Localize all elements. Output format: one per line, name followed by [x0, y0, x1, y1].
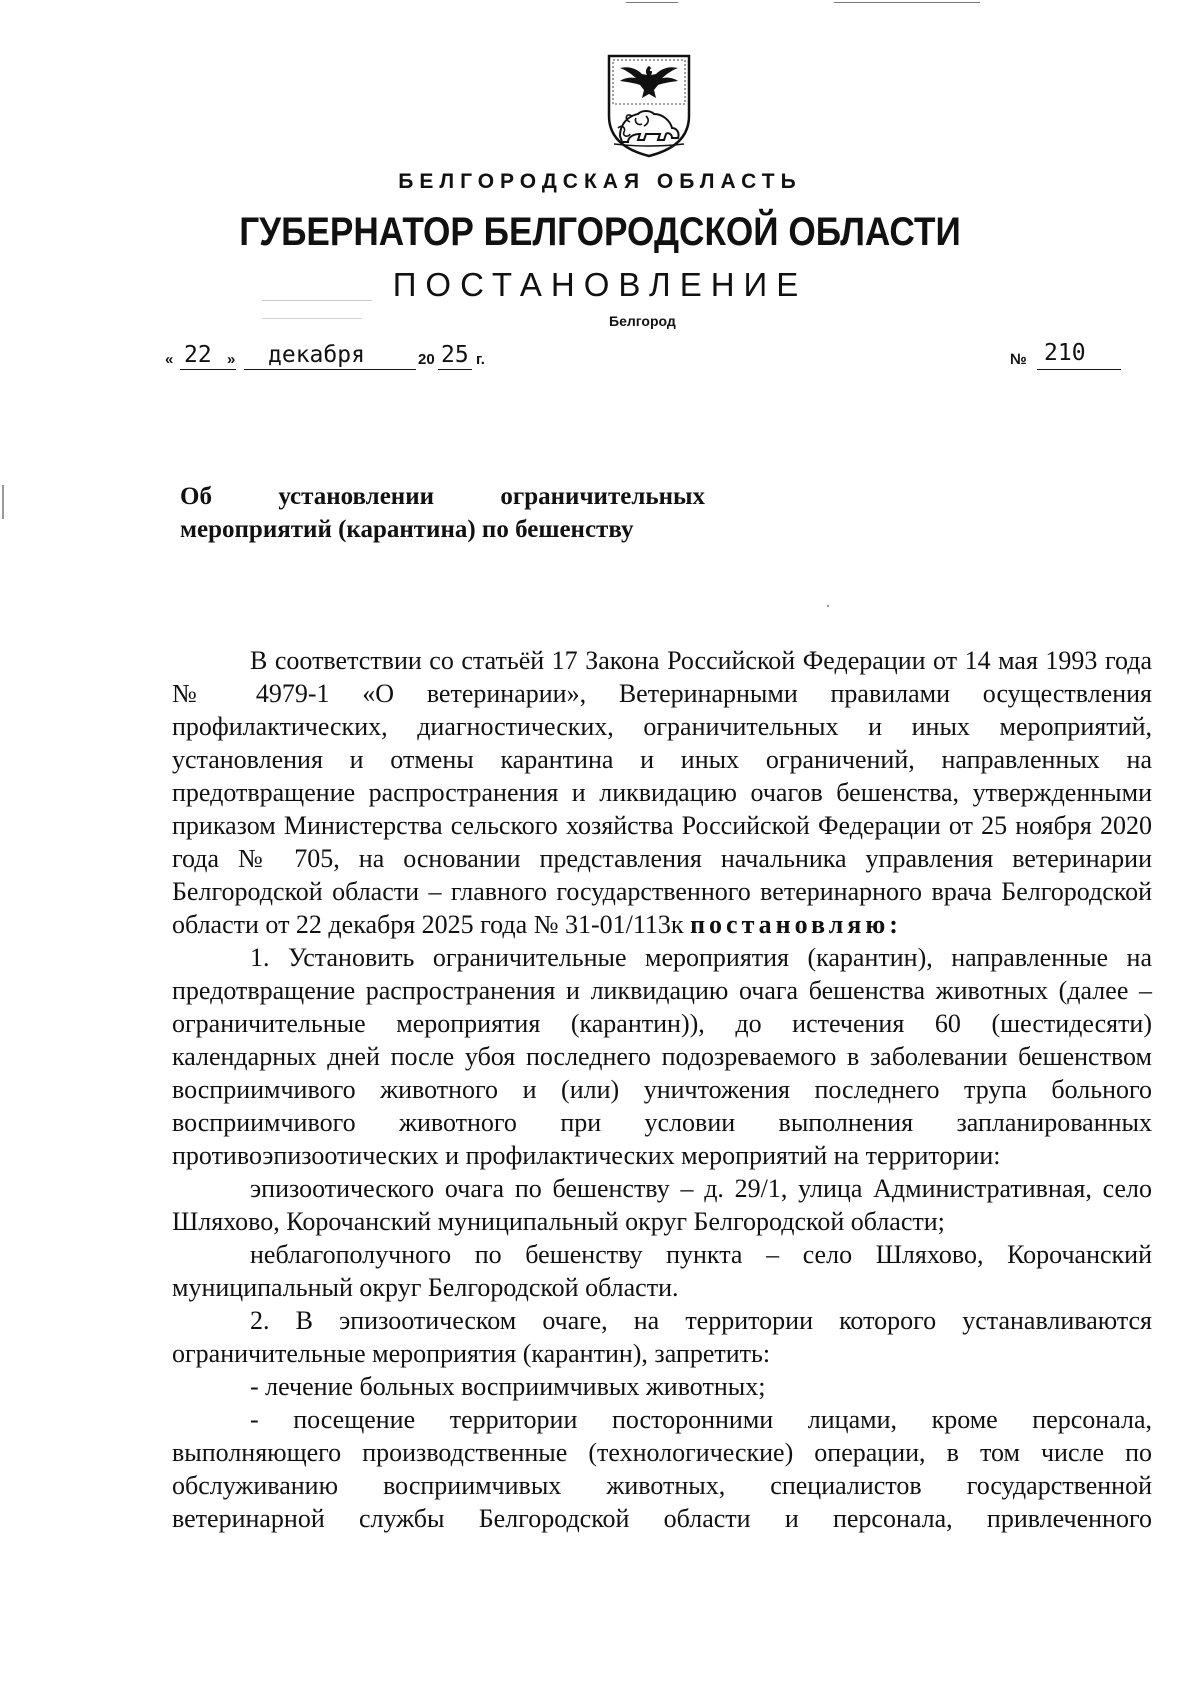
city-name: Белгород — [609, 313, 676, 329]
clause-1: 1. Установить ограничительные мероприятия (карантин), направленные на предотвращение распространения и ликвидацию очага бешенства животных (далее – ограничительные мероприятия (карантин)), до истечения 60 (шестидесяти) календарных дней после убоя последнего подозреваемого в заболевании бешенством восприимчивого животного и (или) уничтожения последнего трупа больного восприимчивого животного при условии выполнения запланированных противоэпизоотических и профилактических мероприятий на территории: — [172, 943, 1152, 1170]
scan-artifact-mark — [2, 485, 4, 519]
subject-word: установлении — [278, 483, 435, 510]
month-underline — [244, 369, 416, 370]
subject-line-2: мероприятий (карантина) по бешенству — [180, 516, 634, 543]
subject-word: Об — [180, 483, 212, 510]
number-underline — [1037, 369, 1121, 370]
document-subject — [180, 480, 705, 546]
scan-artifact-mark — [827, 605, 829, 607]
preamble-paragraph — [172, 644, 1152, 941]
region-name: БЕЛГОРОДСКАЯ ОБЛАСТЬ — [398, 170, 802, 193]
clause-2: 2. В эпизоотическом очаге, на территории которого устанавливаются ограничительные мероприятия (карантин), запретить: — [172, 1306, 1152, 1368]
year-prefix: 20 — [418, 351, 435, 368]
clause-2-ban-treatment: - лечение больных восприимчивых животных; — [250, 1372, 766, 1401]
date-open-quote: « — [165, 351, 174, 368]
scan-artifact-line — [626, 2, 678, 3]
year-suffix: 25 — [441, 342, 469, 368]
clause-1-settlement: неблагополучного по бешенству пункта – село Шляхово, Корочанский муниципальный округ Белгородской области. — [172, 1240, 1152, 1302]
preamble-text: В соответствии со статьёй 17 Закона Российской Федерации от 14 мая 1993 года № 4979-1 «О ветеринарии», Ветеринарными правилами осуществления профилактических, диагностических, ограничительных и иных мероприятий, установления и отмены карантина и иных ограничений, направленных на предотвращение распространения и ликвидацию очагов бешенства, утвержденными приказом Министерства сельского хозяйства Российской Федерации от 25 ноября 2020 года № 705, на основании представления начальника управления ветеринарии Белгородской области – главного государственного ветеринарного врача Белгородской области от 22 декабря 2025 года № 31-01/113к — [172, 646, 1152, 939]
scan-artifact-mark — [262, 318, 362, 319]
day-underline — [180, 369, 236, 370]
governor-title: ГУБЕРНАТОР БЕЛГОРОДСКОЙ ОБЛАСТИ — [239, 210, 961, 254]
document-body — [172, 644, 1152, 1535]
date-close-quote: » — [227, 351, 236, 368]
scan-artifact-line — [834, 2, 980, 3]
resolve-word: постановляю: — [690, 910, 902, 939]
document-type: ПОСТАНОВЛЕНИЕ — [392, 266, 808, 303]
year-label: г. — [476, 351, 485, 368]
year-underline — [438, 369, 472, 370]
date-month: декабря — [268, 342, 365, 368]
clause-2-ban-visits: - посещение территории посторонними лицами, кроме персонала, выполняющего производственные (технологические) операции, в том числе по обслуживанию восприимчивых животных, специалистов государственной ветеринарной службы Белгородской области и персонала, привлеченного — [172, 1405, 1152, 1533]
clause-1-focus: эпизоотического очага по бешенству – д. 29/1, улица Административная, село Шляхово, Корочанский муниципальный округ Белгородской области; — [172, 1174, 1152, 1236]
number-label: № — [1010, 351, 1027, 368]
subject-word: ограничительных — [500, 483, 705, 510]
date-day: 22 — [184, 342, 212, 368]
belgorod-coat-of-arms-icon — [606, 54, 692, 158]
document-number: 210 — [1044, 340, 1086, 366]
